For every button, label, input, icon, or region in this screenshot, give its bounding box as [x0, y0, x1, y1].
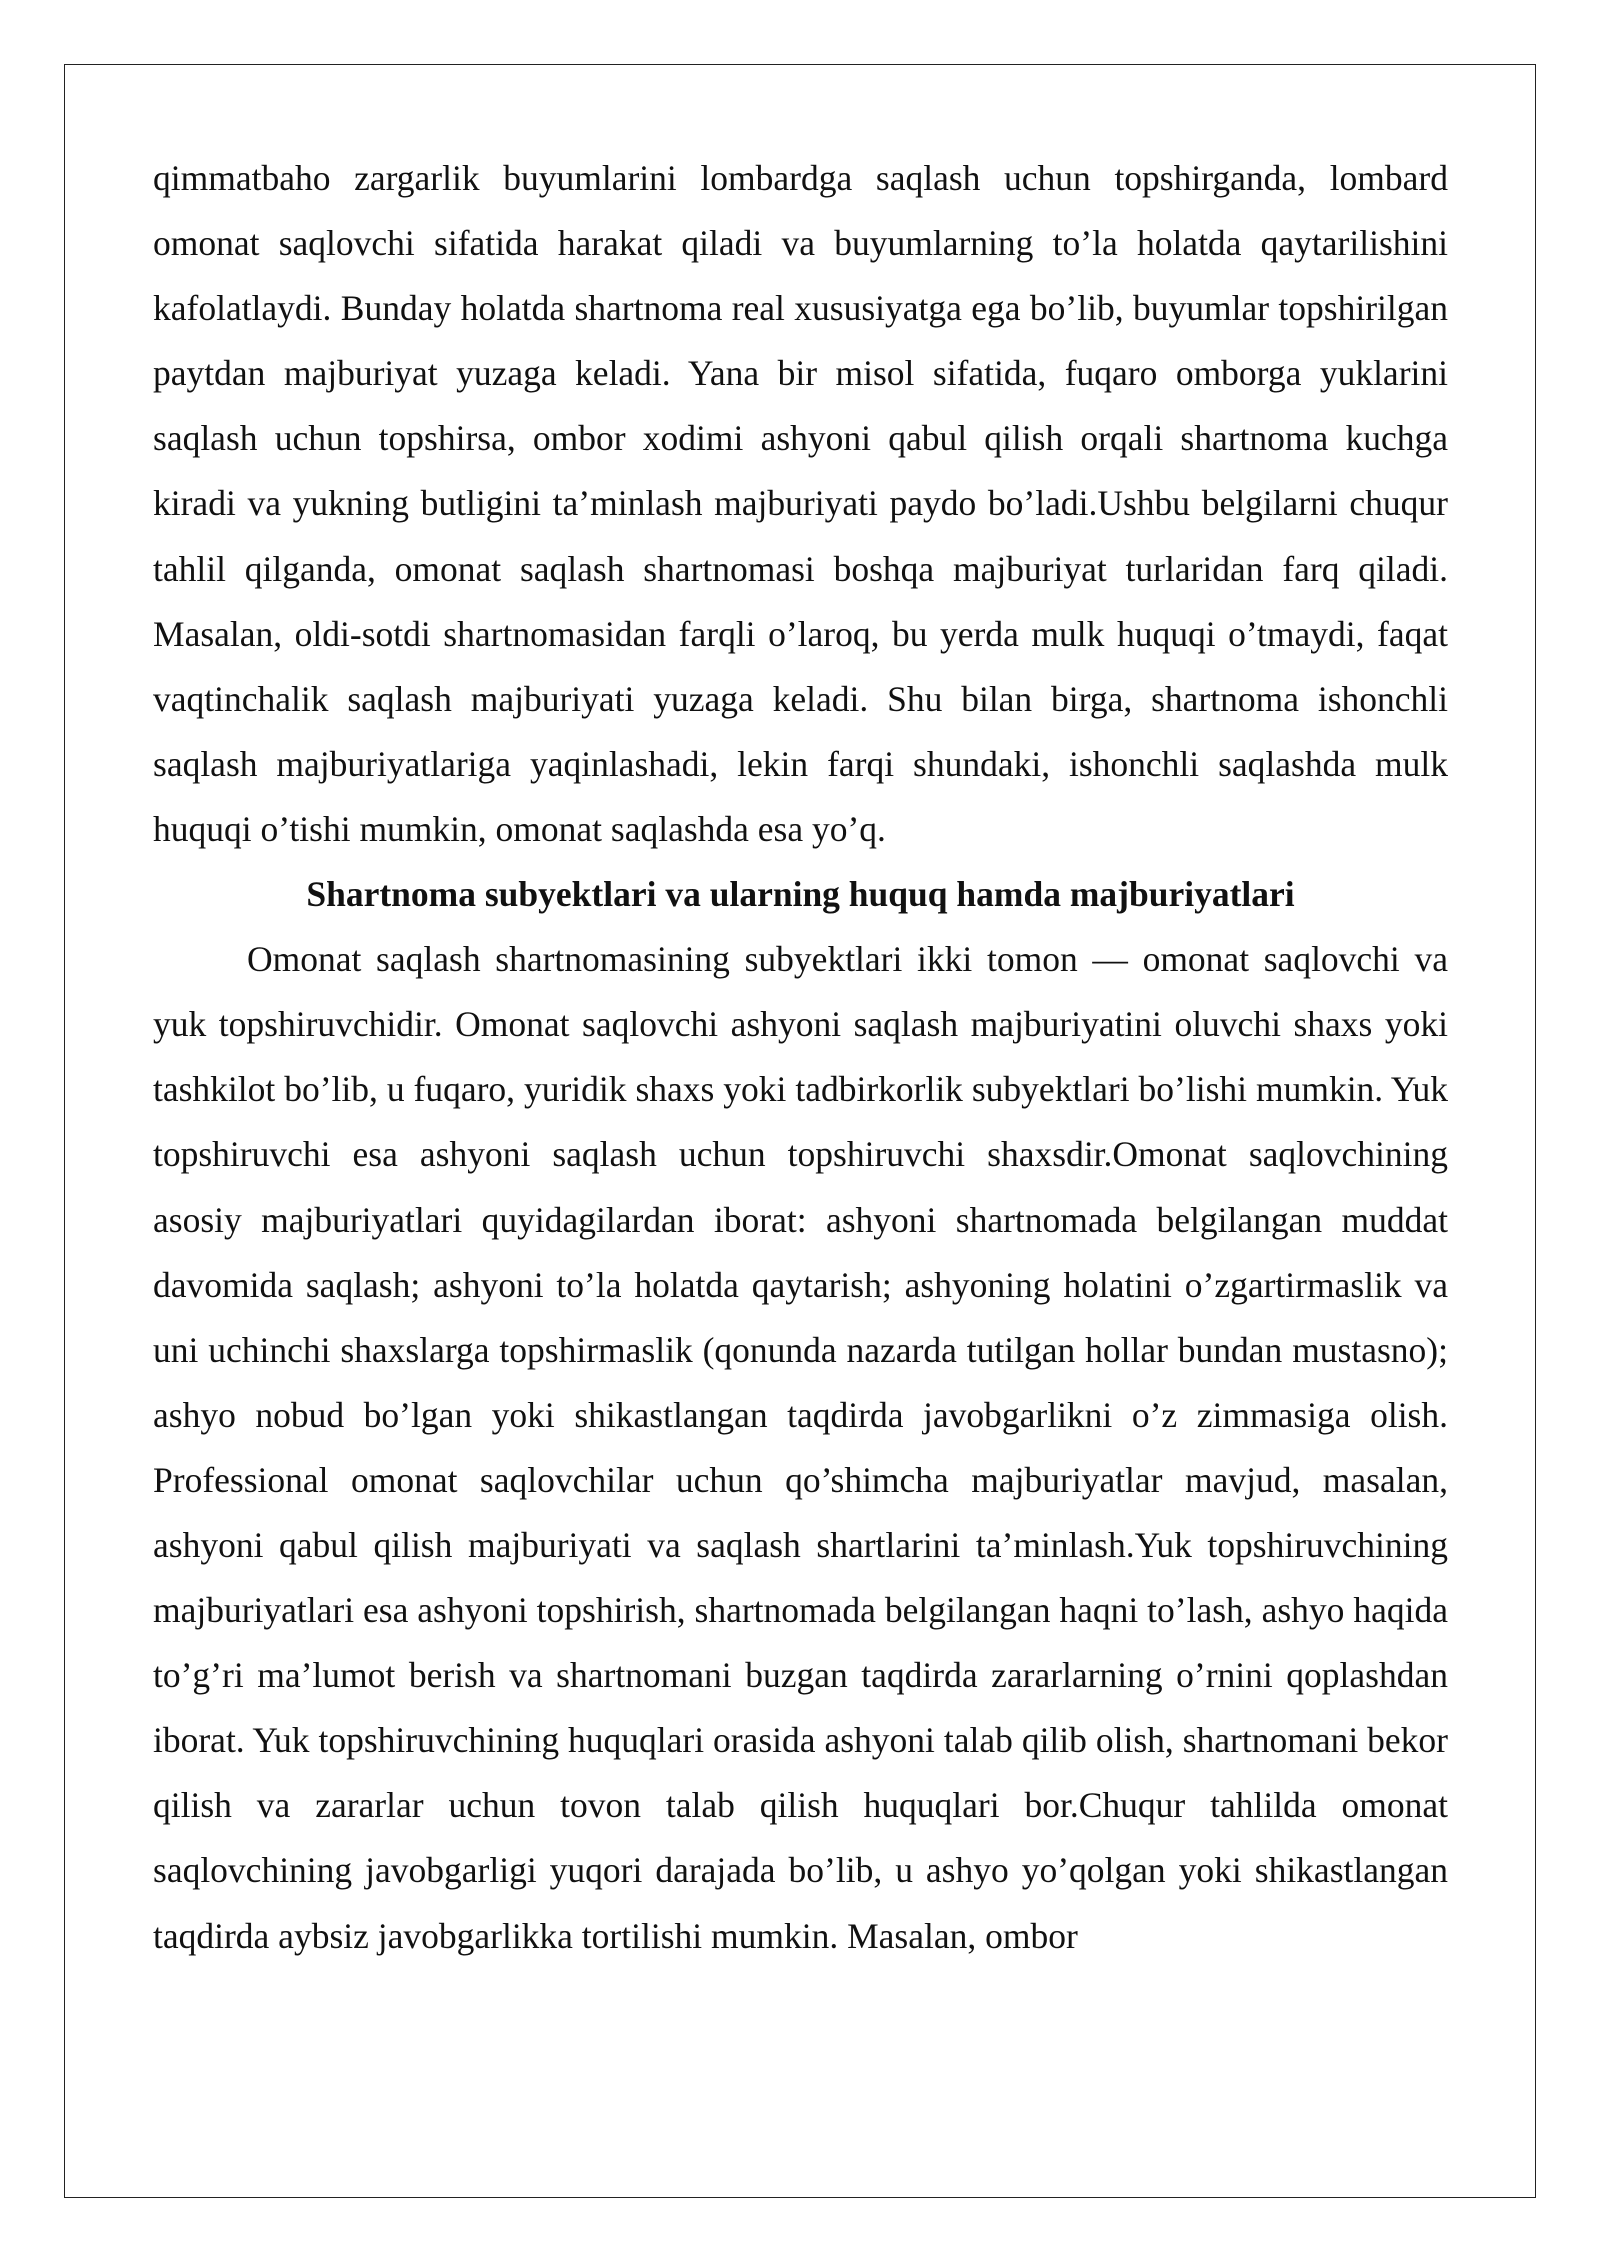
section-heading: Shartnoma subyektlari va ularning huquq hamda majburiyatlari: [306, 874, 1295, 915]
document-body: [153, 146, 1448, 1969]
paragraph-subjects: Omonat saqlash shartnomasining subyektlari ikki tomon — omonat saqlovchi va yuk topshiruvchidir. Omonat saqlovchi ashyoni saqlash majburiyatini oluvchi shaxs yoki tashkilot bo’lib, u fuqaro, yuridik shaxs yoki tadbirkorlik subyektlari bo’lishi mumkin. Yuk topshiruvchi esa ashyoni saqlash uchun topshiruvchi shaxsdir.Omonat saqlovchining asosiy majburiyatlari quyidagilardan iborat: ashyoni shartnomada belgilangan muddat davomida saqlash; ashyoni to’la holatda qaytarish; ashyoning holatini o’zgartirmaslik va uni uchinchi shaxslarga topshirmaslik (qonunda nazarda tutilgan hollar bundan mustasno); ashyo nobud bo’lgan yoki shikastlangan taqdirda javobgarlikni o’z zimmasiga olish. Professional omonat saqlovchilar uchun qo’shimcha majburiyatlar mavjud, masalan, ashyoni qabul qilish majburiyati va saqlash shartlarini ta’minlash.Yuk topshiruvchining majburiyatlari esa ashyoni topshirish, shartnomada belgilangan haqni to’lash, ashyo haqida to’g’ri ma’lumot berish va shartnomani buzgan taqdirda zararlarning o’rnini qoplashdan iborat. Yuk topshiruvchining huquqlari orasida ashyoni talab qilib olish, shartnomani bekor qilish va zararlar uchun tovon talab qilish huquqlari bor.Chuqur tahlilda omonat saqlovchining javobgarligi yuqori darajada bo’lib, u ashyo yo’qolgan yoki shikastlangan taqdirda aybsiz javobgarlikka tortilishi mumkin. Masalan, ombor: [153, 939, 1448, 1956]
paragraph-lombard-example: qimmatbaho zargarlik buyumlarini lombardga saqlash uchun topshirganda, lombard omonat saqlovchi sifatida harakat qiladi va buyumlarning to’la holatda qaytarilishini kafolatlaydi. Bunday holatda shartnoma real xususiyatga ega bo’lib, buyumlar topshirilgan paytdan majburiyat yuzaga keladi. Yana bir misol sifatida, fuqaro omborga yuklarini saqlash uchun topshirsa, ombor xodimi ashyoni qabul qilish orqali shartnoma kuchga kiradi va yukning butligini ta’minlash majburiyati paydo bo’ladi.Ushbu belgilarni chuqur tahlil qilganda, omonat saqlash shartnomasi boshqa majburiyat turlaridan farq qiladi. Masalan, oldi-sotdi shartnomasidan farqli o’laroq, bu yerda mulk huquqi o’tmaydi, faqat vaqtinchalik saqlash majburiyati yuzaga keladi. Shu bilan birga, shartnoma ishonchli saqlash majburiyatlariga yaqinlashadi, lekin farqi shundaki, ishonchli saqlashda mulk huquqi o’tishi mumkin, omonat saqlashda esa yo’q.: [153, 158, 1448, 849]
